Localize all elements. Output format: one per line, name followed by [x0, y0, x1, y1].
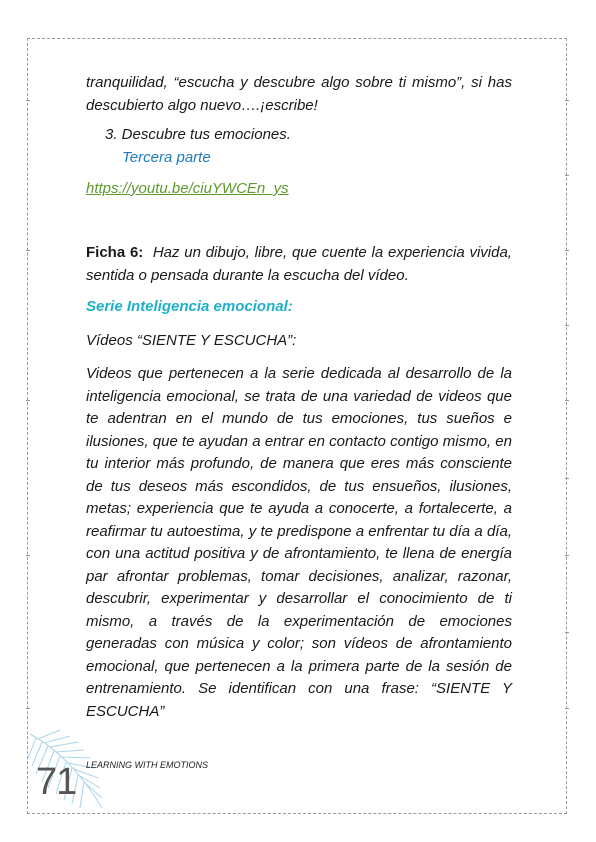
intro-paragraph: tranquilidad, “escucha y descubre algo sobre ti mismo”, si has descubierto algo nuevo….¡escribe!	[86, 74, 512, 114]
serie-heading: Serie Inteligencia emocional:	[86, 298, 293, 315]
list-item-emociones: 3. Descubre tus emociones.	[105, 126, 291, 143]
list-subtitle: Tercera parte	[122, 149, 211, 166]
margin-tick	[565, 175, 569, 176]
ficha-label: Ficha 6:	[86, 244, 144, 261]
youtube-link[interactable]: https://youtu.be/ciuYWCEn_ys	[86, 180, 289, 197]
ficha-block	[86, 242, 512, 287]
margin-tick	[565, 555, 569, 556]
videos-heading: Vídeos “SIENTE Y ESCUCHA”:	[86, 332, 297, 349]
margin-tick	[565, 100, 569, 101]
margin-tick	[565, 250, 569, 251]
margin-tick	[565, 400, 569, 401]
ficha-text: Haz un dibujo, libre, que cuente la experiencia vivida, sentida o pensada durante la escucha del vídeo.	[86, 244, 512, 284]
margin-tick	[26, 400, 30, 401]
margin-tick	[565, 632, 569, 633]
margin-tick	[565, 708, 569, 709]
margin-tick	[565, 325, 569, 326]
margin-tick	[26, 100, 30, 101]
page-number: 71	[36, 761, 77, 803]
body-paragraph: Videos que pertenecen a la serie dedicada al desarrollo de la inteligencia emocional, se trata de una variedad de videos que te adentran en el mundo de tus emociones, tus sueños e ilusiones, que te ayudan a entrar en contacto contigo mismo, en tu interior más profundo, de manera que eres más consciente de tus deseos más escondidos, de tus ensueños, ilusiones, metas; experiencia que te ayuda a conocerte, a fortalecerte, a reafirmar tu autoestima, y te predispone a enfrentar tu día a día, con una actitud positiva y de afrontamiento, te llena de energía par afrontar problemas, tomar decisiones, analizar, razonar, descubrir, experimentar y desarrollar el conocimiento de ti mismo, a través de la experimentación de emociones generadas con música y color; son vídeos de afrontamiento emocional, que pertenecen a la primera parte de la sesión de entrenamiento. Se identifican con una frase: “SIENTE Y ESCUCHA”	[86, 365, 512, 720]
margin-tick	[26, 250, 30, 251]
margin-tick	[26, 708, 30, 709]
footer-text: LEARNING WITH EMOTIONS	[86, 760, 209, 770]
margin-tick	[565, 478, 569, 479]
margin-tick	[26, 555, 30, 556]
